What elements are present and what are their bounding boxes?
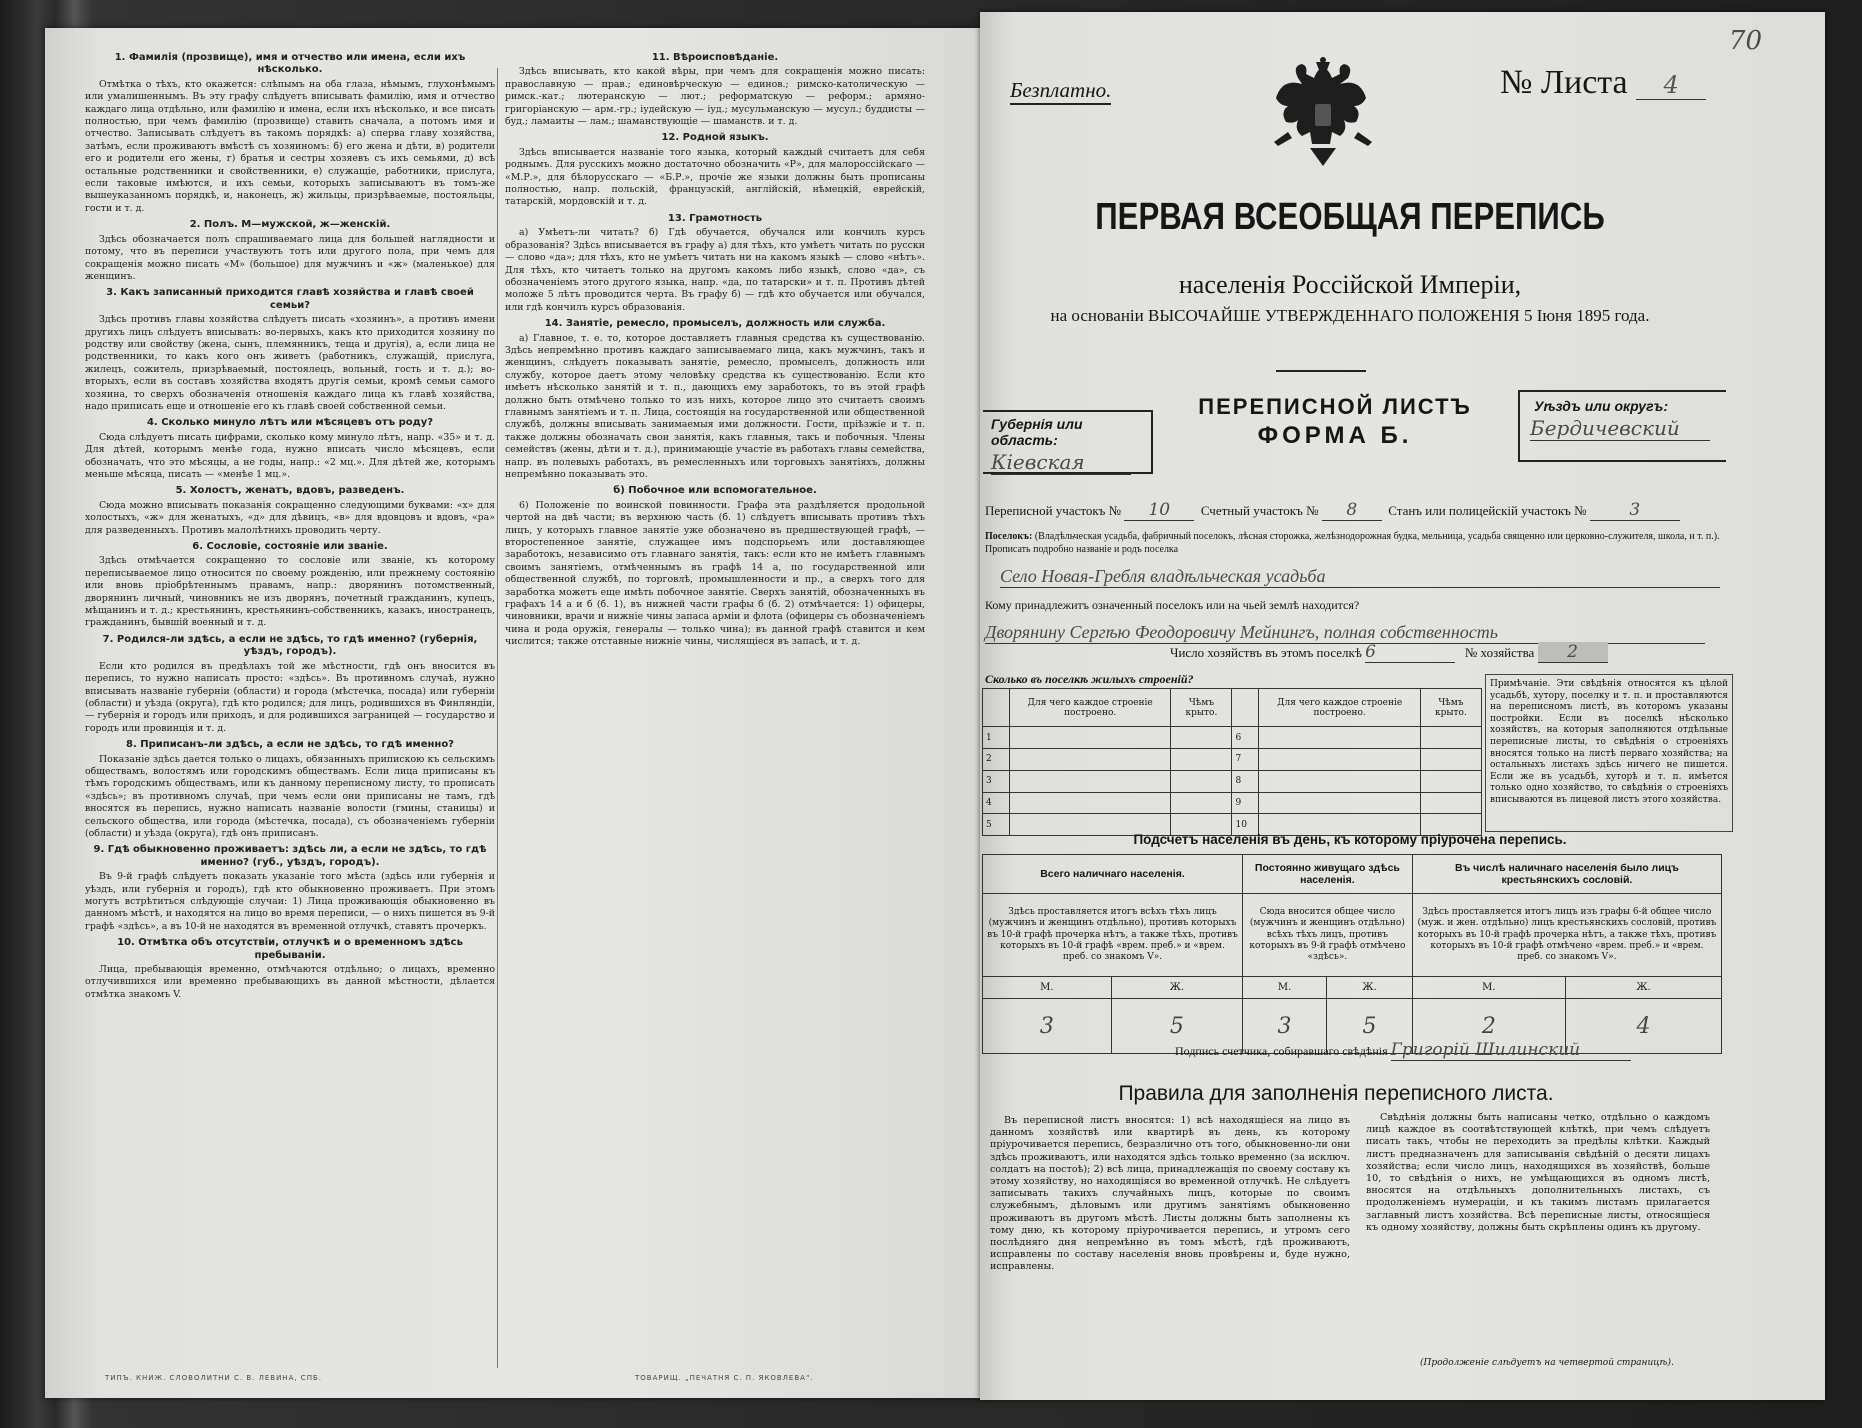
section-text: а) Умѣетъ-ли читать? б) Гдѣ обучается, обучался или кончилъ курсъ образованія? Здѣсь вписывается въ графу а) для тѣхъ, кто умѣетъ читать по русски — слово «да»; для тѣхъ, кто не умѣетъ читать ни на какомъ языкѣ — слово «нѣтъ». Для тѣхъ, кто читаетъ только на другомъ какомъ либо языкѣ, слово «да», съ обозначеніемъ этого другого языка, напр. «да, по татарски» и т. п. Противъ дѣтей моложе 5 лѣтъ проводится черта. Въ графу б) — гдѣ кто обучается или обучался, или гдѣ кончилъ курсъ образованія.: [505, 227, 925, 313]
free-of-charge-label: Безплатно.: [1010, 78, 1111, 105]
instruction-cell: Здѣсь проставляется итогъ всѣхъ тѣхъ лицъ (мужчинъ и женщинъ отдѣльно), противъ которыхъ въ 10-й графѣ прочерка нѣтъ, а также тѣхъ, противъ которыхъ въ 10-й графѣ «врем. преб.» и «врем. преб. со знакомъ V».: [983, 894, 1243, 977]
household-no-field[interactable]: 2: [1538, 642, 1608, 663]
uezd-label: Уѣздъ или округъ:: [1534, 398, 1669, 414]
table-row: [983, 894, 1722, 977]
row-number: 9: [1232, 792, 1259, 814]
section-text: Отмѣтка о тѣхъ, кто окажется: слѣпымъ на оба глаза, нѣмымъ, глухонѣмымъ или умалишеннымъ. Въ эту графу слѣдуетъ вписывать фамилію, имя и отчество каждаго лица отдѣльно, или фамилію и имена, если ихъ нѣсколько, и все писать полностью, при чемъ фамилію (прозвище) ставить сначала, а потомъ имя и отчество. Записывать слѣдуетъ въ такомъ порядкѣ: а) сперва главу хозяйства, затѣмъ, если проживаютъ вмѣстѣ съ хозяиномъ: б) его жена и дѣти, в) родители его и родители его жены, г) братья и сестры хозяевъ съ ихъ семьями, д) всѣ остальные родственники и свойственники, е) служащіе, работники, прислуга, если таковые имѣются, и ихъ семьи, которыхъ записываютъ въ томъ-же вышеуказанномъ порядкѣ, и, наконецъ, ж) жильцы, призрѣваемые, постояльцы, гости и т. д.: [85, 78, 495, 214]
column-header: Въ числѣ наличнаго населенія было лицъ крестьянскихъ сословій.: [1412, 855, 1721, 894]
stan-field[interactable]: 3: [1590, 500, 1680, 521]
table-header-row: [983, 855, 1722, 894]
section-heading: 8. Приписанъ-ли здѣсь, а если не здѣсь, то гдѣ именно?: [126, 739, 454, 751]
rules-title: Правила для заполненія переписного листа.: [1118, 1082, 1554, 1105]
section-text: Здѣсь обозначается полъ спрашиваемаго лица для большей наглядности и потому, что въ переписи участвуютъ тотъ или другого пола, при чемъ для сокращенія можно писать «М» (большое) для мужчинъ и «ж» (маленькое) для женщинъ.: [85, 233, 495, 282]
section-text: Если кто родился въ предѣлахъ той же мѣстности, гдѣ онъ вносится въ перепись, то нужно написать просто: «здѣсь». Въ противномъ случаѣ, нужно вписывать названіе губерніи (области) и города (мѣстечка, посада) или губерніи (области) и уѣзда (округа), гдѣ кто родился; для лицъ, родившихся въ Финляндіи, — губернія и городъ или приходъ, и для родившихся заграницей — государство и городъ или провинція и т. д.: [85, 660, 495, 734]
column-header: Для чего каждое строеніе построено.: [1010, 689, 1171, 727]
rules-column-1: [990, 1115, 1350, 1375]
table-row: [983, 977, 1722, 999]
households-label: Число хозяйствъ въ этомъ поселкѣ: [1170, 645, 1362, 660]
schetny-label: Счетный участокъ №: [1200, 503, 1319, 518]
peasant-female-field[interactable]: 4: [1565, 999, 1721, 1054]
row-number: 2: [983, 749, 1010, 771]
section-text: Сюда можно вписывать показанія сокращенно следующими буквами: «х» для холостыхъ, «ж» для женатыхъ, «д» для дѣвицъ, «в» для вдовцовъ и вдовъ, «ра» для разведенныхъ. Противъ малолѣтнихъ проводить черту.: [85, 499, 495, 536]
perep-uchastok-field[interactable]: 10: [1124, 500, 1194, 521]
section-text: Лица, пребывающія временно, отмѣчаются отдѣльно; о лицахъ, временно отлучившихся или временно пребывающихъ въ данной мѣстности, дѣлается отмѣтка знакомъ V.: [85, 964, 495, 1000]
households-field[interactable]: 6: [1365, 642, 1455, 663]
population-count-table: [982, 854, 1722, 1054]
total-male-field[interactable]: 3: [983, 999, 1112, 1054]
row-number: 3: [983, 770, 1010, 792]
double-headed-eagle-emblem-icon: [1268, 56, 1378, 176]
instruction-cell: Здѣсь проставляется итогъ лицъ изъ графы 6-й общее число (муж. и жен. отдѣльно) лицъ крестьянскихъ сословій, противъ которыхъ въ 10-й графѣ прочерка нѣтъ, а также тѣхъ, противъ которыхъ въ 10-й графѣ отмѣчено «врем. преб.» и «врем. преб. со знакомъ V».: [1412, 894, 1721, 977]
uezd-box: [1518, 390, 1726, 462]
section-text: Въ 9-й графѣ слѣдуетъ показать указаніе того мѣста (здѣсь или губернія и уѣздъ, или губернія и городъ), гдѣ кто обыкновенно проживаетъ. При этомъ могутъ встрѣтиться слѣдующіе случаи: 1) Лица проживающія обыкновенно въ данномъ мѣстѣ, и находятся на лицо во время переписи, — о нихъ пишется въ 9-й графѣ «здѣсь», а въ 10-й не находятся въ временной отлучкѣ, ставятъ прочеркъ.: [85, 871, 495, 932]
section-heading: 13. Грамотность: [667, 212, 763, 224]
section-heading: 11. Вѣроисповѣданіе.: [651, 52, 779, 63]
section-text: Здѣсь вписывать, кто какой вѣры, при чемъ для сокращенія можно писать: православную — прав.; единовѣрческую — единов.; римско-католическую — римск.-кат.; лютеранскую — лют.; реформатскую — реформ.; армяно-григоріанскую — арм.-гр.; іудейскую — іуд.; мусульманскую — мусул.; буддисты — буд.; ламаиты — лам.; шаманствующіе — шаманств. и т. д.: [505, 66, 925, 128]
resident-male-field[interactable]: 3: [1242, 999, 1326, 1054]
column-header: Постоянно живущаго здѣсь населенія.: [1242, 855, 1412, 894]
gubernia-label: Губернія или область:: [991, 416, 1083, 448]
form-name: ПЕРЕПИСНОЙ ЛИСТЪ: [1198, 394, 1472, 419]
left-page: [45, 28, 983, 1398]
column-divider: [497, 68, 498, 1368]
rules-column-2: [1366, 1112, 1710, 1342]
gubernia-field[interactable]: Кіевская: [991, 450, 1131, 475]
section-text: а) Главное, т. е. то, которое доставляетъ главныя средства къ существованію. Здѣсь непремѣнно противъ каждаго записываемаго лица, какъ мужчинъ, такъ и женщинъ, слѣдуетъ показывать занятіе, ремесло, промыселъ, должность или службу, которое даетъ этому человѣку средства къ существованію. Если кто имѣетъ нѣсколько занятій и т. п., дающихъ ему заработокъ, то въ этой графѣ должно быть отмѣчено только то изъ нихъ, которое лицо это считаетъ своимъ главнымъ занятіемъ и т. п. Лица, состоящія на государственной или общественной службѣ, должны вписывать занимаемыя ими должности. Гости, пріѣзжіе и т. п. также должны обозначать свои занятія, какъ главныя, такъ и побочныя. Члены семействъ (жены, дѣти и т. д.), принимающіе участіе въ работахъ главы семейства, напр. въ полевыхъ работахъ, въ ремесленныхъ или торговыхъ занятіяхъ, должны непремѣнно показывать это.: [505, 332, 925, 480]
form-heading: [1165, 394, 1505, 450]
section-heading: 1. Фамилія (прозвище), имя и отчество или имена, если ихъ нѣсколько.: [114, 52, 466, 76]
perep-uchastok-label: Переписной участокъ №: [985, 503, 1122, 518]
rules-text: Свѣдѣнія должны быть написаны четко, отдѣльно о каждомъ лицѣ каждое въ соотвѣтствующей клѣткѣ, при чемъ слѣдуетъ писать такъ, чтобы не переходить за предѣлы клѣтки. Каждый листъ предназначенъ для записыванія свѣдѣній о десяти лицахъ хозяйства; если число лицъ, находящихся въ хозяйствѣ, больше 10, то свѣдѣнія о нихъ, не умѣщающихся въ одномъ листѣ, вносятся на отдѣльныхъ дополнительныхъ листахъ, съ продолженіемъ нумераціи, и къ такимъ листамъ прилагается заглавный листъ хозяйства. Всѣ переписные листы, относящіеся къ одному хозяйству, должны быть скрѣплены одинъ къ другому.: [1366, 1112, 1710, 1233]
section-heading: б) Побочное или вспомогательное.: [613, 485, 817, 497]
decree-line: на основаніи ВЫСОЧАЙШЕ УТВЕРЖДЕННАГО ПОЛОЖЕНІЯ 5 Іюня 1895 года.: [1050, 306, 1650, 325]
poselok-desc: (Владѣльческая усадьба, фабричный поселокъ, лѣсная сторожка, желѣзнодорожная будка, мельница, усадьба священно или церковно-служителя, школа, и т. п.). Прописать подробно названіе и родъ поселка: [985, 531, 1720, 555]
row-number: 8: [1232, 770, 1259, 792]
section-text: 6) Положеніе по воинской повинности. Графа эта раздѣляется продольной чертой на двѣ части; въ верхнюю часть (б. 1) слѣдуетъ вписывать противъ тѣхъ лицъ, у которыхъ главное занятіе уже обозначено въ предшествующей графѣ, — второстепенное занятіе, служащее имъ подспорьемъ или доставляющее заработокъ, независимо отъ главнаго занятія, такъ: если кто не имѣетъ главнымъ своимъ занятіемъ, отмѣченнымъ въ графѣ 14 а, по государственной или общественной службѣ, по торговлѣ, промышленности и пр., а сверхъ того для заработка можетъ еще имѣть побочное занятіе. Сверхъ занятій, обозначенныхъ въ графахъ 14 а и б (б. 1), въ нижней части графы б (б. 2) отмѣчается: 1) офицеры, чиновники, врачи и нижніе чины запаса арміи и флота (офицеры съ обозначеніемъ чина и рода оружія, генералы — только чина); въ данной графѣ ставится и кем числится; также отставные нижніе чины, числящіеся въ запасѣ, и т. д.: [505, 499, 925, 648]
poselok-field[interactable]: Село Новая-Гребля владѣльческая усадьба: [1000, 566, 1720, 588]
male-header: М.: [1412, 977, 1565, 999]
column-header: Чѣмъ крыто.: [1171, 689, 1232, 727]
dwellings-note: Примѣчаніе. Эти свѣдѣнія относятся къ цѣлой усадьбѣ, хутору, поселку и т. п. и проставляются на переписномъ листѣ, въ которомъ указаны постройки. Если въ поселкѣ нѣсколько хозяйствъ, на которыя заполняются отдѣльные переписные листы, то свѣдѣнія о строеніяхъ вносятся только на листѣ перваго хозяйства; на остальныхъ листахъ здѣсь ничего не пишется. Если же въ усадьбѣ, хуторѣ и т. п. имѣется только одно хозяйство, то свѣдѣнія о строеніяхъ вписываются въ лицевой листъ этого хозяйства.: [1485, 674, 1733, 832]
table-row: [983, 749, 1482, 771]
section-text: Здѣсь противъ главы хозяйства слѣдуетъ писать «хозяинъ», а противъ имени другихъ лицъ слѣдуетъ вписывать: во-первыхъ, какъ кто приходится хозяину по родству или свойству (жена, сынъ, племянникъ, теща и другія), а, если лица не родственники, то какъ кого онъ живетъ (работникъ, служащій, прислуга, жилецъ, сожитель, призрѣваемый, постоялецъ, вольный, гость и т. д.); во-вторыхъ, если въ составъ хозяйства входятъ другія семьи, кромѣ семьи самого хозяина, то сверхъ обозначенія отношенія каждаго лица къ главѣ хозяйства, надо приписать еще и отношеніе его къ главѣ своей собственной семьи.: [85, 314, 495, 412]
section-text: Здѣсь вписывается названіе того языка, который каждый считаетъ для себя роднымъ. Для русскихъ можно достаточно обозначить «Р», для малороссійскаго — «М.Р.», для бѣлорусскаго — «Б.Р.», прочіе же языки должны быть прописаны полностью, напр. польскій, французскій, англійскій, нѣмецкій, еврейскій, татарскій, мордовскій и т. д.: [505, 146, 925, 208]
title-rule: [1276, 370, 1366, 372]
sheet-number-label: № Листа: [1500, 64, 1628, 101]
table-row: [983, 727, 1482, 749]
section-heading: 14. Занятіе, ремесло, промыселъ, должность или служба.: [544, 318, 886, 330]
poselok-row: [985, 530, 1720, 556]
resident-female-field[interactable]: 5: [1327, 999, 1413, 1054]
section-heading: 4. Сколько минуло лѣтъ или мѣсяцевъ отъ роду?: [146, 417, 434, 429]
section-heading: 5. Холостъ, женатъ, вдовъ, разведенъ.: [175, 485, 405, 497]
enumerator-signature-row: [1175, 1040, 1631, 1061]
rules-text: Въ переписной листъ вносятся: 1) всѣ находящіеся на лицо въ данномъ хозяйствѣ или квартирѣ въ день, къ которому пріурочивается перепись, безразлично отъ того, обыкновенно-ли они здѣсь проживаютъ, или находятся здѣсь только временно (за исключ. солдатъ на постоѣ); 2) всѣ лица, принадлежащія по своему составу къ этому хозяйству, но находящіяся во временной отлучкѣ. Не слѣдуетъ записывать такихъ случайныхъ лицъ, которые по своимъ служебнымъ, дѣловымъ или другимъ занятіямъ обыкновенно проживаютъ въ другомъ мѣстѣ. Листы должны быть заполнены къ тому дню, къ которому пріурочивается перепись, и утромъ сего послѣдняго дня непремѣнно въ томъ мѣстѣ, гдѣ проживаютъ, исправлены по составу населенія вновь провѣрены и, буде нужно, исправлены.: [990, 1115, 1350, 1273]
column-header: Для чего каждое строеніе построено.: [1259, 689, 1420, 727]
female-header: Ж.: [1327, 977, 1413, 999]
female-header: Ж.: [1565, 977, 1721, 999]
total-female-field[interactable]: 5: [1111, 999, 1242, 1054]
gubernia-box: [983, 410, 1153, 474]
household-no-label: № хозяйства: [1464, 645, 1535, 660]
male-header: М.: [983, 977, 1112, 999]
stan-label: Станъ или полицейскій участокъ №: [1388, 503, 1587, 518]
section-heading: 6. Сословіе, состояніе или званіе.: [192, 541, 388, 553]
signature-field[interactable]: Григорій Шилинский: [1391, 1040, 1631, 1061]
sheet-number: [1500, 64, 1706, 102]
form-letter: ФОРМА Б.: [1257, 422, 1413, 449]
section-text: Сюда слѣдуетъ писать цифрами, сколько кому минуло лѣтъ, напр. «35» и т. д. Для дѣтей, которымъ менѣе года, нужно вписать число мѣсяцевъ, если обозначать, что это мѣсяцы, а не годы, напр.: «2 мц.». Для дѣтей же, которымъ меньше мѣсяца, писать — «менѣе 1 мц.».: [85, 431, 495, 480]
table-row: [983, 792, 1482, 814]
section-heading: 10. Отмѣтка объ отсутствіи, отлучкѣ и о временномъ здѣсь пребываніи.: [117, 937, 463, 961]
column-header: Всего наличнаго населенія.: [983, 855, 1243, 894]
uchastok-row: [985, 500, 1680, 521]
section-heading: 2. Полъ. М—мужской, ж—женскій.: [189, 219, 391, 231]
row-number: 6: [1232, 727, 1259, 749]
section-text: Показаніе здѣсь дается только о лицахъ, обязанныхъ припискою къ сельскимъ обществамъ, волостямъ или городскимъ обществамъ. Если лица приписаны къ тѣмъ городскимъ обществамъ, или къ данному переписному листу, то прописать «здѣсь»; въ противномъ случаѣ, при чемъ если они приписаны не тамъ, гдѣ вносятся въ перепись, нужно написать названіе волости (гмины, станицы) и сельского общества, или города (мѣстечка, посада), съ обозначеніемъ губерніи (области) и уѣзда (округа), гдѣ онъ приписанъ.: [85, 753, 495, 839]
male-header: М.: [1242, 977, 1326, 999]
female-header: Ж.: [1111, 977, 1242, 999]
instruction-cell: Сюда вносится общее число (мужчинъ и женщинъ отдѣльно) всѣхъ тѣхъ лицъ, противъ которыхъ въ 9-й графѣ отмѣчено «здѣсь».: [1242, 894, 1412, 977]
continued-note: (Продолженіе слѣдуетъ на четвертой страницѣ).: [1420, 1358, 1674, 1368]
table-header-row: [983, 689, 1482, 727]
row-number: 4: [983, 792, 1010, 814]
uezd-field[interactable]: Бердичевский: [1530, 416, 1710, 441]
page-title: ПЕРВАЯ ВСЕОБЩАЯ ПЕРЕПИСЬ: [1095, 196, 1605, 238]
schetny-field[interactable]: 8: [1322, 500, 1382, 521]
instructions-column-1: [85, 48, 495, 1358]
peasant-male-field[interactable]: 2: [1412, 999, 1565, 1054]
section-text: Здѣсь отмѣчается сокращенно то сословіе или званіе, къ которому переписываемое лицо относится по своему рожденію, или прежнему состоянію или вновь пріобрѣтеннымъ правамъ, напр.: дворянинъ потомственный, дворянинъ личный, чиновникъ не изъ дворянъ, почетный гражданинъ, купецъ, мѣщанинъ и т. д.; крестьянинъ, крестьянинъ-собственникъ, казакъ, иностранецъ, гражданинъ, бывшій военный и т. д.: [85, 555, 495, 629]
section-heading: 7. Родился-ли здѣсь, а если не здѣсь, то гдѣ именно? (губернія, уѣздъ, городъ).: [102, 633, 478, 658]
row-number: 10: [1232, 814, 1259, 836]
page-subtitle: населенія Россійской Имперіи,: [1178, 270, 1522, 299]
row-number: 1: [983, 727, 1010, 749]
dwellings-title: Сколько въ поселкѣ жилыхъ строеній?: [985, 672, 1194, 686]
row-number: 7: [1232, 749, 1259, 771]
instructions-column-2: [505, 48, 925, 1358]
column-header: Чѣмъ крыто.: [1420, 689, 1481, 727]
table-row: [983, 770, 1482, 792]
section-heading: 3. Какъ записанный приходится главѣ хозяйства и главѣ своей семьи?: [106, 287, 474, 311]
archive-page-number: 70: [1728, 26, 1762, 56]
owner-field[interactable]: Дворянину Сергѣю Феодоровичу Мейнингъ, полная собственность: [985, 622, 1705, 644]
households-row: [1170, 642, 1608, 663]
section-heading: 12. Родной языкъ.: [661, 132, 769, 144]
dwellings-table: [982, 688, 1482, 836]
printer-imprint-left: ТИПЪ. КНИЖ. СЛОВОЛИТНИ С. В. ЛЕВИНА, СПБ.: [105, 1374, 322, 1382]
signature-label: Подпись счетчика, собиравшаго свѣдѣнія: [1175, 1044, 1388, 1058]
sheet-number-value: 4: [1636, 71, 1706, 100]
population-count-title: Подсчетъ населенія въ день, къ которому пріурочена перепись.: [1133, 832, 1567, 847]
section-heading: 9. Гдѣ обыкновенно проживаетъ: здѣсь ли, а если не здѣсь, то гдѣ именно? (губ., уѣздъ, городъ).: [93, 844, 487, 868]
owner-label: Кому принадлежитъ означенный поселокъ или на чьей землѣ находится?: [985, 598, 1360, 612]
row-number: 5: [983, 814, 1010, 836]
poselok-label: Поселокъ:: [985, 531, 1033, 542]
printer-imprint-right: ТОВАРИЩ. „ПЕЧАТНЯ С. П. ЯКОВЛЕВА“.: [635, 1374, 814, 1382]
